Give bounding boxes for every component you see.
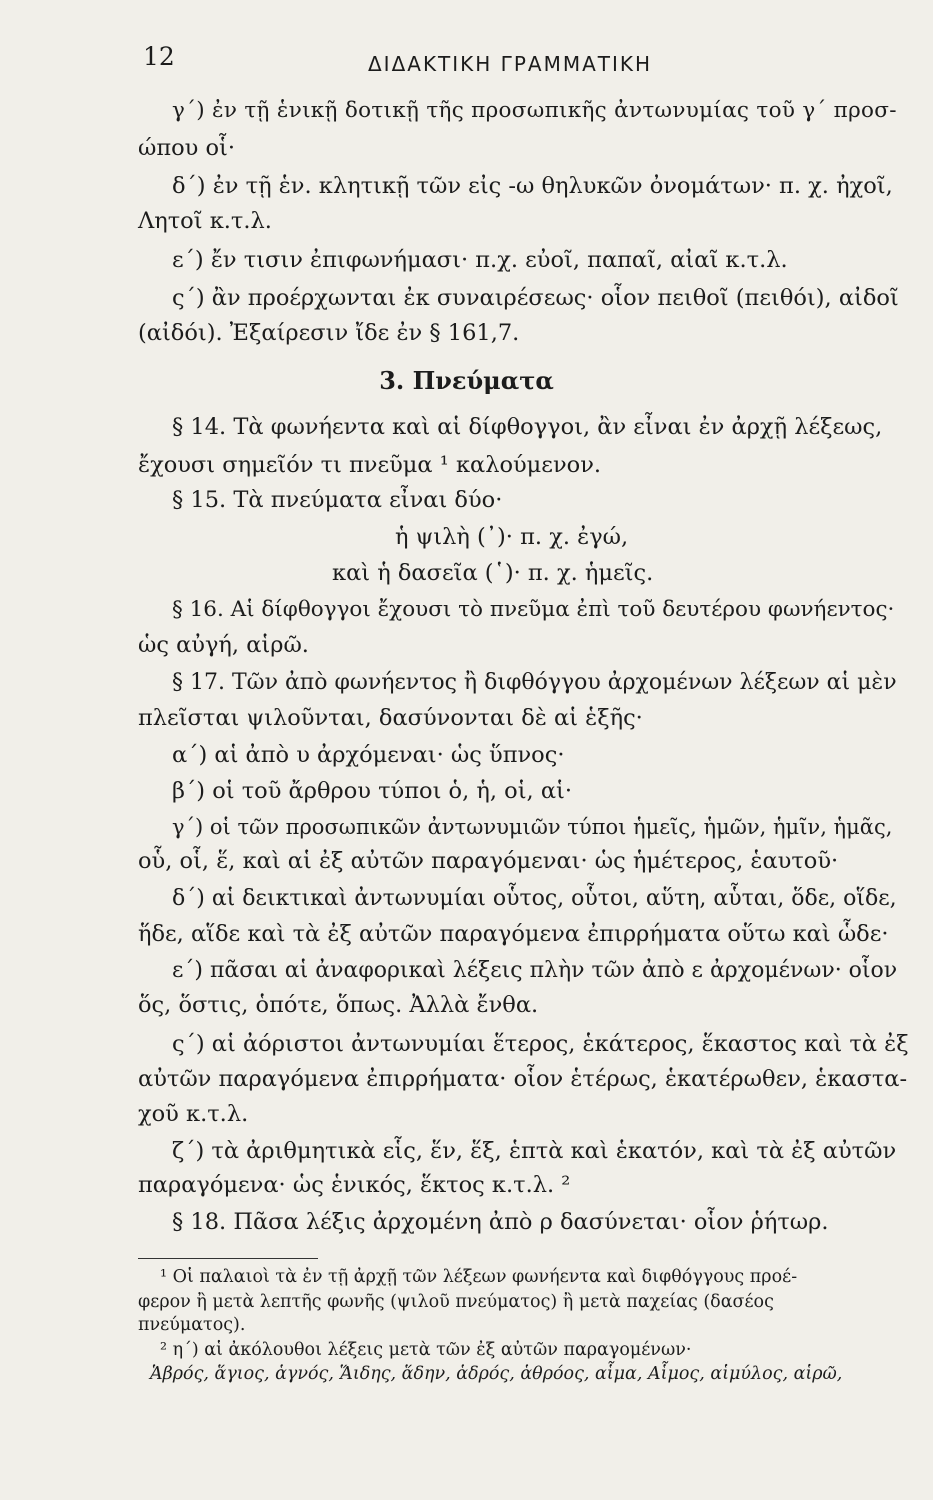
- text-line: χοῦ κ.τ.λ.: [138, 1101, 249, 1127]
- text-line: Λητοῖ κ.τ.λ.: [138, 208, 272, 234]
- text-line: γ΄) ἐν τῇ ἑνικῇ δοτικῇ τῆς προσωπικῆς ἀντωνυμίας τοῦ γ΄ προσ-: [172, 98, 897, 123]
- footnote-line: πνεύματος).: [138, 1315, 246, 1335]
- footnote-line: ² η΄) αἱ ἀκόλουθοι λέξεις μετὰ τῶν ἐξ αὐτῶν παραγομένων·: [160, 1340, 692, 1360]
- text-line: § 16. Αἱ δίφθογγοι ἔχουσι τὸ πνεῦμα ἐπὶ τοῦ δευτέρου φωνήεντος·: [172, 597, 895, 622]
- text-line: (αἰδόι). Ἐξαίρεσιν ἴδε ἐν § 161,7.: [138, 320, 520, 346]
- text-line: παραγόμενα· ὡς ἑνικός, ἕκτος κ.τ.λ. ²: [138, 1172, 571, 1198]
- text-line: ἔχουσι σημεῖόν τι πνεῦμα ¹ καλούμενον.: [138, 452, 602, 478]
- footnote-line: Ἁβρός, ἅγιος, ἁγνός, Ἅιδης, ἅδην, ἁδρός, ἁθρόος, αἷμα, Αἷμος, αἱμύλος, αἱρῶ,: [150, 1364, 843, 1384]
- text-line: ὅς, ὅστις, ὁπότε, ὅπως. Ἀλλὰ ἔνθα.: [138, 992, 539, 1018]
- footnote-line: φερον ἢ μετὰ λεπτῆς φωνῆς (ψιλοῦ πνεύματος) ἢ μετὰ παχείας (δασέος: [138, 1292, 774, 1312]
- text-line: καὶ ἡ δασεῖα (῾)· π. χ. ἡμεῖς.: [332, 560, 654, 586]
- text-line: ζ΄) τὰ ἀριθμητικὰ εἷς, ἕν, ἕξ, ἑπτὰ καὶ ἑκατόν, καὶ τὰ ἐξ αὐτῶν: [172, 1138, 897, 1164]
- footnote-divider: [138, 1258, 318, 1259]
- text-line: § 15. Τὰ πνεύματα εἶναι δύο·: [172, 487, 503, 513]
- text-line: γ΄) οἱ τῶν προσωπικῶν ἀντωνυμιῶν τύποι ἡμεῖς, ἡμῶν, ἡμῖν, ἡμᾶς,: [172, 815, 893, 839]
- page-number: 12: [143, 42, 175, 71]
- text-line: δ΄) ἐν τῇ ἑν. κλητικῇ τῶν εἰς -ω θηλυκῶν ὀνομάτων· π. χ. ἠχοῖ,: [172, 173, 893, 199]
- text-line: § 18. Πᾶσα λέξις ἀρχομένη ἀπὸ ρ δασύνεται· οἷον ῥήτωρ.: [172, 1209, 829, 1235]
- footnote-line: ¹ Οἱ παλαιοὶ τὰ ἐν τῇ ἀρχῇ τῶν λέξεων φωνήεντα καὶ διφθόγγους προέ-: [160, 1267, 798, 1287]
- text-line: ώπου οἷ·: [138, 135, 236, 161]
- text-line: οὗ, οἷ, ἕ, καὶ αἱ ἐξ αὐτῶν παραγόμεναι· ὡς ἡμέτερος, ἑαυτοῦ·: [138, 848, 839, 874]
- text-line: ἥδε, αἵδε καὶ τὰ ἐξ αὐτῶν παραγόμενα ἐπιρρήματα οὕτω καὶ ὧδε·: [138, 921, 889, 947]
- page-header: [0, 42, 933, 82]
- text-line: αὐτῶν παραγόμενα ἐπιρρήματα· οἷον ἑτέρως, ἑκατέρωθεν, ἑκαστα-: [138, 1066, 908, 1092]
- text-line: ς΄) ἂν προέρχωνται ἐκ συναιρέσεως· οἷον πειθοῖ (πειθόι), αἰδοῖ: [172, 285, 899, 311]
- text-line: πλεῖσται ψιλοῦνται, δασύνονται δὲ αἱ ἑξῆς·: [138, 705, 643, 731]
- text-line: § 14. Τὰ φωνήεντα καὶ αἱ δίφθογγοι, ἂν εἶναι ἐν ἀρχῇ λέξεως,: [172, 414, 883, 440]
- text-line: δ΄) αἱ δεικτικαὶ ἀντωνυμίαι οὗτος, οὗτοι, αὕτη, αὗται, ὅδε, οἵδε,: [172, 886, 897, 911]
- text-line: ε΄) ἔν τισιν ἐπιφωνήμασι· π.χ. εὐοῖ, παπαῖ, αἰαῖ κ.τ.λ.: [172, 247, 788, 273]
- text-line: ς΄) αἱ ἀόριστοι ἀντωνυμίαι ἕτερος, ἑκάτερος, ἕκαστος καὶ τὰ ἐξ: [172, 1031, 909, 1057]
- running-title: ΔΙΔΑΚΤΙΚΗ ΓΡΑΜΜΑΤΙΚΗ: [368, 52, 653, 76]
- section-heading: 3. Πνεύματα: [379, 366, 554, 395]
- text-line: ἡ ψιλὴ (᾿)· π. χ. ἐγώ,: [395, 524, 629, 550]
- text-line: ε΄) πᾶσαι αἱ ἀναφορικαὶ λέξεις πλὴν τῶν ἀπὸ ε ἀρχομένων· οἷον: [172, 958, 898, 983]
- text-line: α΄) αἱ ἀπὸ υ ἀρχόμεναι· ὡς ὕπνος·: [172, 742, 565, 768]
- text-line: β΄) οἱ τοῦ ἄρθρου τύποι ὁ, ἡ, οἱ, αἱ·: [172, 778, 573, 804]
- text-line: ὡς αὐγή, αἱρῶ.: [138, 632, 309, 658]
- text-line: § 17. Τῶν ἀπὸ φωνήεντος ἢ διφθόγγου ἀρχομένων λέξεων αἱ μὲν: [172, 670, 897, 695]
